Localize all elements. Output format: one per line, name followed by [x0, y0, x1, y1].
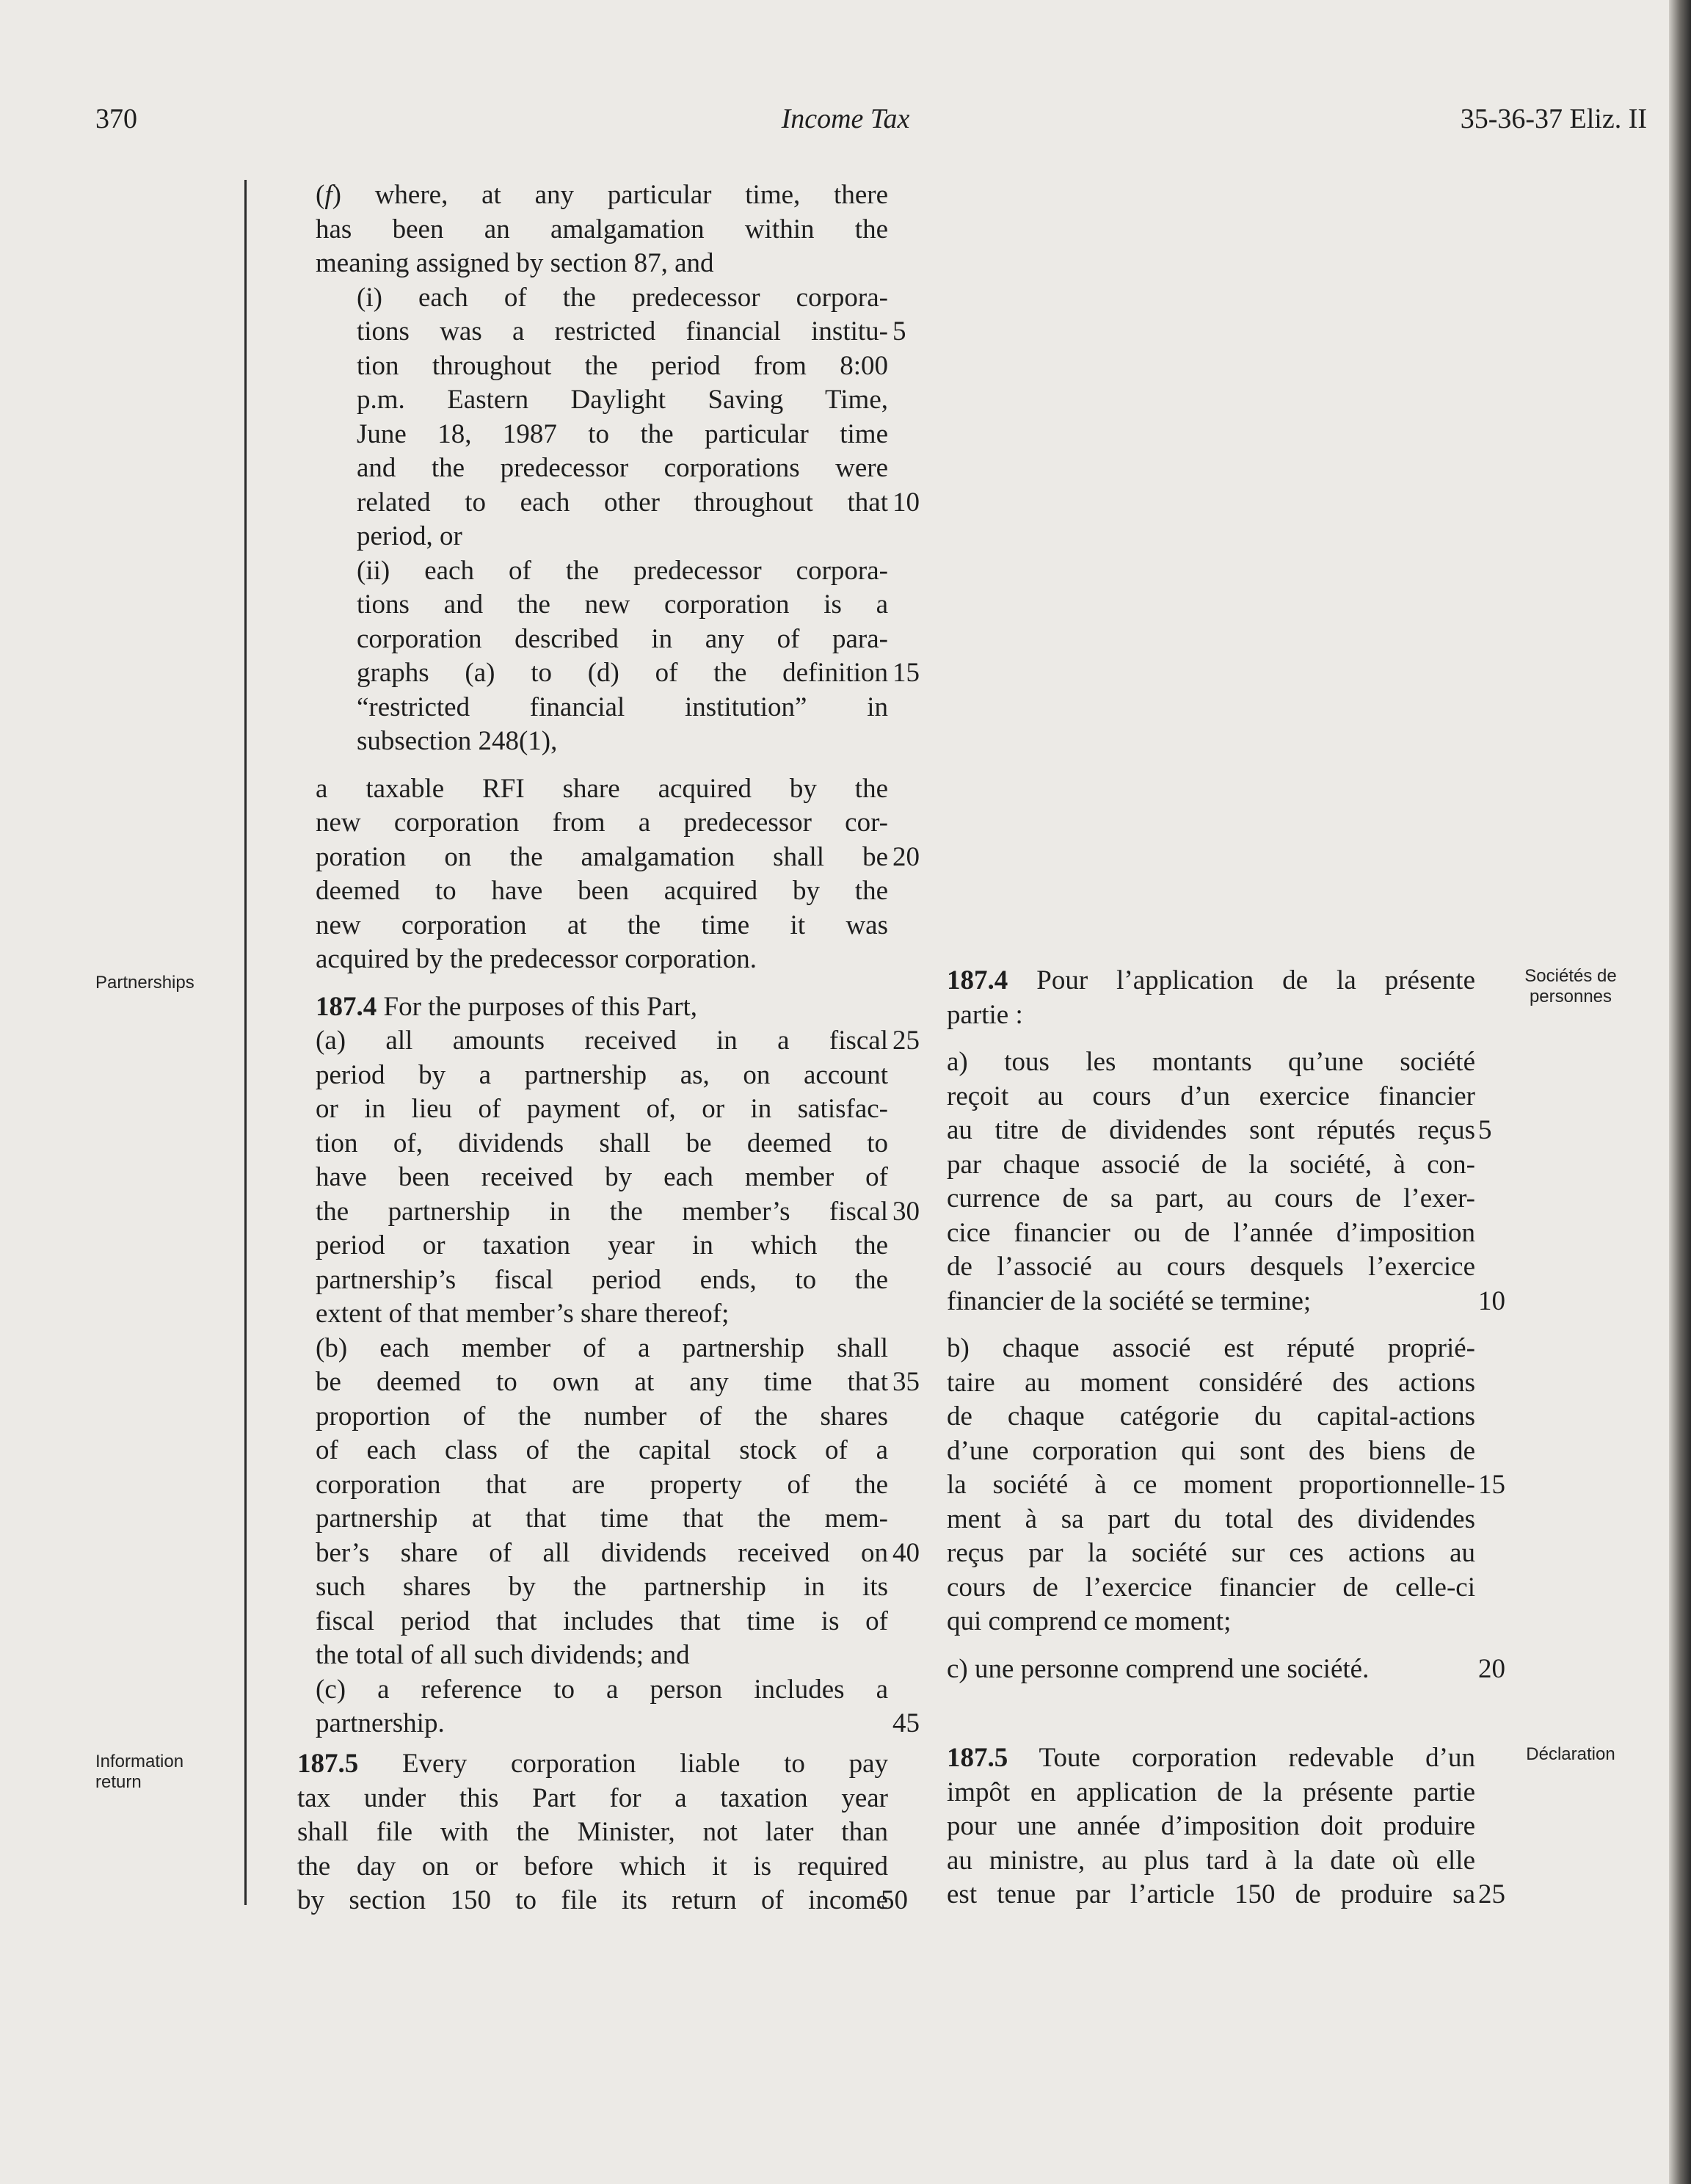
paragraph-a-line: extent of that member’s share thereof; — [316, 1299, 730, 1329]
line-number: 25 — [892, 1026, 920, 1056]
paragraph-f-line: has been an amalgamation within the — [316, 214, 888, 244]
line-number: 45 — [892, 1708, 920, 1738]
page-number: 370 — [95, 104, 137, 134]
margin-note-line: return — [95, 1772, 142, 1792]
paragraph-b-line: be deemed to own at any time that 35 — [316, 1365, 888, 1400]
paragraph-a-line: tion of, dividends shall be deemed to — [316, 1128, 888, 1158]
flush-text-line: poration on the amalgamation shall be 20 — [316, 841, 888, 875]
paragraph-b-line: ber’s share of all dividends received on 40 — [316, 1537, 888, 1571]
alinea-a-line: financier de la société se termine; 10 — [947, 1285, 1475, 1319]
section-187-5-french — [947, 1741, 1505, 1912]
subparagraph-ii-line: “restricted financial institution” in — [357, 692, 888, 722]
line-number: 20 — [892, 841, 920, 872]
subparagraph-i-line: tion throughout the period from 8:00 — [357, 350, 888, 381]
paragraph-a-line: (a) all amounts received in a fiscal 25 — [316, 1024, 888, 1059]
alinea-a-line: par chaque associé de la société, à con- — [947, 1149, 1475, 1180]
margin-note-declaration: Déclaration — [1526, 1744, 1615, 1764]
subparagraph-ii-line: subsection 248(1), — [357, 726, 558, 756]
section-187-5-line: 187.5 Every corporation liable to pay — [297, 1749, 889, 1779]
paragraph-a-line: have been received by each member of — [316, 1162, 888, 1192]
section-187-5-line: by section 150 to file its return of income 50 — [297, 1884, 888, 1918]
paragraph-a-line: period by a partnership as, on account — [316, 1059, 888, 1090]
paragraph-a-line: or in lieu of payment of, or in satisfac- — [316, 1094, 888, 1124]
alinea-a-line: cice financier ou de l’année d’imposition — [947, 1217, 1475, 1248]
line-number: 10 — [1478, 1285, 1505, 1316]
section-187-4-fr-heading: 187.4 Pour l’application de la présente — [947, 965, 1476, 995]
margin-note-line: personnes — [1529, 987, 1612, 1006]
line-number: 5 — [892, 316, 906, 347]
section-187-5-line: the day on or before which it is required — [297, 1851, 888, 1882]
section-187-5-english — [297, 1747, 908, 1918]
paragraph-b-line: proportion of the number of the shares — [316, 1401, 888, 1432]
alinea-b-line: cours de l’exercice financier de celle-ci — [947, 1572, 1475, 1603]
subparagraph-i-line: tions was a restricted financial institu- 5 — [316, 315, 888, 349]
session-label: 35-36-37 Eliz. II — [1460, 104, 1647, 134]
subparagraph-ii-line: graphs (a) to (d) of the definition 15 — [316, 656, 888, 691]
section-number: 187.4 — [947, 965, 1008, 995]
flush-text-line: deemed to have been acquired by the — [316, 876, 888, 906]
flush-text-line: new corporation from a predecessor cor- — [316, 808, 888, 838]
article-187-5-line: impôt en application de la présente partie — [947, 1777, 1475, 1807]
alinea-b-line: reçus par la société sur ces actions au — [947, 1538, 1475, 1568]
flush-text-line: a taxable RFI share acquired by the — [316, 773, 888, 804]
paragraph-f-line: (f) where, at any particular time, there — [316, 180, 888, 210]
french-column — [947, 964, 1505, 1686]
english-column — [316, 178, 920, 1741]
section-187-4-heading: 187.4 For the purposes of this Part, — [316, 991, 698, 1022]
paragraph-a-line: the partnership in the member’s fiscal 30 — [316, 1195, 888, 1230]
subparagraph-i-line: June 18, 1987 to the particular time — [357, 418, 888, 449]
article-187-5-line: est tenue par l’article 150 de produire sa 25 — [947, 1878, 1475, 1912]
line-number: 15 — [892, 658, 920, 688]
alinea-b-line: qui comprend ce moment; — [947, 1606, 1232, 1636]
section-187-5-line: tax under this Part for a taxation year — [297, 1782, 888, 1813]
section-number: 187.5 — [297, 1749, 359, 1779]
alinea-a-line: de l’associé au cours desquels l’exercice — [947, 1252, 1475, 1282]
alinea-b-line: la société à ce moment proportionnelle- 15 — [947, 1468, 1475, 1503]
subparagraph-ii-line: tions and the new corporation is a — [357, 589, 888, 620]
margin-note-line: Sociétés de — [1524, 966, 1617, 986]
alinea-b-line: b) chaque associé est réputé proprié- — [947, 1333, 1475, 1363]
margin-note-societes-de-personnes — [1508, 966, 1633, 1007]
section-number: 187.5 — [947, 1743, 1008, 1773]
line-number: 15 — [1478, 1470, 1505, 1500]
line-number: 35 — [892, 1367, 920, 1397]
article-187-5-line: au ministre, au plus tard à la date où elle — [947, 1845, 1475, 1876]
paragraph-b-line: corporation that are property of the — [316, 1469, 888, 1500]
alinea-b-line: d’une corporation qui sont des biens de — [947, 1435, 1475, 1466]
subparagraph-ii-line: corporation described in any of para- — [357, 623, 888, 654]
line-number: 25 — [1478, 1879, 1505, 1909]
subparagraph-i-line: p.m. Eastern Daylight Saving Time, — [357, 385, 888, 415]
left-column-rule — [244, 180, 247, 1905]
section-187-4-fr-heading-cont: partie : — [947, 999, 1023, 1030]
paragraph-a-line: partnership’s fiscal period ends, to the — [316, 1264, 888, 1295]
section-number: 187.4 — [316, 991, 377, 1022]
paragraph-b-line: the total of all such dividends; and — [316, 1640, 690, 1670]
alinea-a-line: reçoit au cours d’un exercice financier — [947, 1081, 1475, 1111]
alinea-b-line: ment à sa part du total des dividendes — [947, 1503, 1475, 1534]
paragraph-c-line: (c) a reference to a person includes a — [316, 1674, 888, 1705]
paragraph-b-line: of each class of the capital stock of a — [316, 1435, 888, 1465]
alinea-b-line: de chaque catégorie du capital-actions — [947, 1401, 1475, 1432]
subparagraph-i-line: and the predecessor corporations were — [357, 453, 888, 483]
margin-note-partnerships: Partnerships — [95, 973, 194, 993]
alinea-c-line: c) une personne comprend une société. 20 — [947, 1652, 1475, 1687]
line-number: 30 — [892, 1196, 920, 1227]
line-number: 40 — [892, 1537, 920, 1568]
paragraph-b-line: (b) each member of a partnership shall — [316, 1332, 888, 1363]
section-187-5-line: shall file with the Minister, not later than — [297, 1817, 888, 1847]
paragraph-f-line: meaning assigned by section 87, and — [316, 248, 714, 278]
margin-note-information-return — [95, 1752, 228, 1793]
article-187-5-line: pour une année d’imposition doit produire — [947, 1811, 1475, 1841]
line-number: 50 — [881, 1885, 908, 1915]
paragraph-b-line: fiscal period that includes that time is of — [316, 1606, 888, 1636]
alinea-a-line: a) tous les montants qu’une société — [947, 1047, 1475, 1077]
line-number: 5 — [1478, 1115, 1492, 1145]
paragraph-a-line: period or taxation year in which the — [316, 1230, 888, 1260]
paragraph-b-line: partnership at that time that the mem- — [316, 1503, 888, 1534]
paragraph-c-line: partnership. 45 — [316, 1707, 888, 1741]
margin-note-line: Information — [95, 1752, 184, 1771]
flush-text-line: acquired by the predecessor corporation. — [316, 944, 757, 974]
line-number: 10 — [892, 487, 920, 518]
paragraph-b-line: such shares by the partnership in its — [316, 1572, 888, 1602]
page-edge-shadow — [1669, 0, 1691, 2184]
running-title: Income Tax — [781, 104, 910, 134]
line-number: 20 — [1478, 1653, 1505, 1684]
subparagraph-i-line: (i) each of the predecessor corpora- — [357, 282, 888, 313]
alinea-b-line: taire au moment considéré des actions — [947, 1367, 1475, 1398]
flush-text-line: new corporation at the time it was — [316, 910, 888, 940]
subparagraph-i-line: period, or — [357, 521, 462, 551]
alinea-a-line: currence de sa part, au cours de l’exer- — [947, 1183, 1475, 1213]
alinea-a-line: au titre de dividendes sont réputés reçus 5 — [947, 1114, 1475, 1148]
subparagraph-i-line: related to each other throughout that 10 — [316, 486, 888, 520]
article-187-5-line: 187.5 Toute corporation redevable d’un — [947, 1743, 1475, 1773]
subparagraph-ii-line: (ii) each of the predecessor corpora- — [357, 555, 888, 586]
